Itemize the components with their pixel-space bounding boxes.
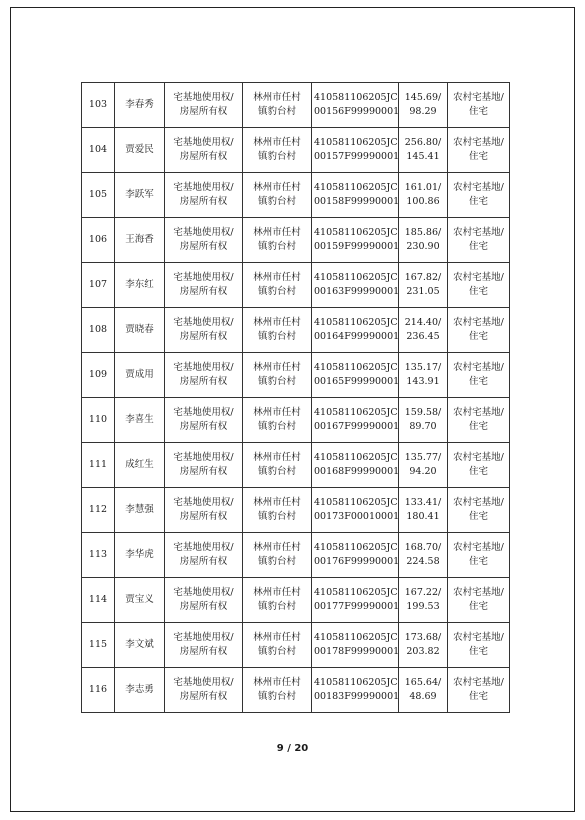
right-type-line: 宅基地使用权/ [173, 92, 234, 103]
location-line: 镇豹台村 [257, 646, 296, 657]
land-use-line: 住宅 [468, 511, 488, 522]
area-cell [399, 623, 448, 668]
unit-code-cell [312, 173, 399, 218]
land-use-line: 住宅 [468, 331, 488, 342]
record-number-cell: 106 [82, 218, 115, 263]
area-line: 143.91 [406, 376, 440, 387]
location-line: 林州市任村 [253, 317, 301, 328]
right-type-line: 房屋所有权 [179, 646, 228, 657]
area-line: 256.80/ [404, 137, 442, 148]
right-type-line: 房屋所有权 [179, 106, 228, 117]
location-line: 林州市任村 [253, 362, 301, 373]
location-cell [243, 533, 312, 578]
area-line: 165.64/ [404, 677, 442, 688]
area-cell [399, 353, 448, 398]
right-type-line: 宅基地使用权/ [173, 497, 234, 508]
area-line: 161.01/ [404, 182, 442, 193]
location-line: 林州市任村 [253, 227, 301, 238]
land-use-line: 农村宅基地/ [453, 632, 504, 643]
unit-code-line: 00183F99990001 [314, 691, 400, 702]
right-type-cell [165, 533, 243, 578]
right-type-line: 宅基地使用权/ [173, 137, 234, 148]
land-use-line: 农村宅基地/ [453, 317, 504, 328]
land-use-line: 农村宅基地/ [453, 182, 504, 193]
location-line: 林州市任村 [253, 272, 301, 283]
area-line: 135.77/ [404, 452, 442, 463]
unit-code-line: 410581106205JC [314, 407, 398, 418]
area-cell [399, 128, 448, 173]
unit-code-line: 410581106205JC [314, 272, 398, 283]
location-line: 林州市任村 [253, 92, 301, 103]
unit-code-line: 410581106205JC [314, 362, 398, 373]
right-type-line: 宅基地使用权/ [173, 542, 234, 553]
land-use-line: 住宅 [468, 196, 488, 207]
owner-name-cell: 贾晓春 [115, 308, 165, 353]
owner-name-cell: 李跃军 [115, 173, 165, 218]
location-line: 镇豹台村 [257, 241, 296, 252]
land-use-line: 住宅 [468, 691, 488, 702]
area-line: 180.41 [406, 511, 440, 522]
location-cell [243, 443, 312, 488]
table-row [82, 173, 510, 218]
land-use-line: 住宅 [468, 286, 488, 297]
table-row [82, 668, 510, 713]
unit-code-cell [312, 578, 399, 623]
area-line: 145.41 [406, 151, 440, 162]
location-line: 林州市任村 [253, 587, 301, 598]
land-use-line: 住宅 [468, 601, 488, 612]
unit-code-line: 00157F99990001 [314, 151, 400, 162]
right-type-cell [165, 443, 243, 488]
land-use-line: 住宅 [468, 421, 488, 432]
location-cell [243, 308, 312, 353]
location-cell [243, 263, 312, 308]
area-line: 167.22/ [404, 587, 442, 598]
table-row [82, 308, 510, 353]
unit-code-line: 410581106205JC [314, 542, 398, 553]
record-number-cell: 109 [82, 353, 115, 398]
unit-code-line: 00167F99990001 [314, 421, 400, 432]
area-line: 231.05 [406, 286, 440, 297]
location-cell [243, 578, 312, 623]
right-type-cell [165, 623, 243, 668]
location-line: 林州市任村 [253, 407, 301, 418]
land-use-line: 住宅 [468, 151, 488, 162]
area-line: 168.70/ [404, 542, 442, 553]
land-use-line: 住宅 [468, 376, 488, 387]
unit-code-line: 410581106205JC [314, 182, 398, 193]
location-line: 镇豹台村 [257, 466, 296, 477]
unit-code-cell [312, 218, 399, 263]
right-type-cell [165, 578, 243, 623]
records-table [81, 82, 510, 713]
land-use-line: 住宅 [468, 556, 488, 567]
area-line: 167.82/ [404, 272, 442, 283]
right-type-line: 宅基地使用权/ [173, 362, 234, 373]
right-type-line: 宅基地使用权/ [173, 227, 234, 238]
right-type-cell [165, 83, 243, 128]
unit-code-line: 00173F00010001 [314, 511, 400, 522]
unit-code-line: 00168F99990001 [314, 466, 400, 477]
location-cell [243, 398, 312, 443]
table-row [82, 263, 510, 308]
right-type-line: 房屋所有权 [179, 421, 228, 432]
location-cell [243, 83, 312, 128]
area-cell [399, 308, 448, 353]
area-cell [399, 173, 448, 218]
area-cell [399, 488, 448, 533]
land-use-cell [448, 398, 510, 443]
owner-name-cell: 李春秀 [115, 83, 165, 128]
table-row [82, 623, 510, 668]
location-line: 林州市任村 [253, 497, 301, 508]
owner-name-cell: 王海香 [115, 218, 165, 263]
table-row [82, 398, 510, 443]
land-use-cell [448, 578, 510, 623]
area-line: 224.58 [406, 556, 440, 567]
location-line: 林州市任村 [253, 632, 301, 643]
area-line: 145.69/ [404, 92, 442, 103]
land-use-line: 农村宅基地/ [453, 677, 504, 688]
unit-code-line: 410581106205JC [314, 677, 398, 688]
owner-name-cell: 李志勇 [115, 668, 165, 713]
table-row [82, 443, 510, 488]
area-line: 203.82 [406, 646, 440, 657]
right-type-cell [165, 173, 243, 218]
unit-code-line: 410581106205JC [314, 227, 398, 238]
land-use-cell [448, 668, 510, 713]
area-cell [399, 443, 448, 488]
unit-code-cell [312, 308, 399, 353]
area-line: 230.90 [406, 241, 440, 252]
right-type-line: 宅基地使用权/ [173, 182, 234, 193]
area-cell [399, 533, 448, 578]
land-use-line: 农村宅基地/ [453, 92, 504, 103]
area-line: 159.58/ [404, 407, 442, 418]
unit-code-line: 410581106205JC [314, 317, 398, 328]
area-cell [399, 398, 448, 443]
right-type-cell [165, 308, 243, 353]
record-number-cell: 104 [82, 128, 115, 173]
record-number-cell: 108 [82, 308, 115, 353]
location-cell [243, 128, 312, 173]
area-line: 89.70 [409, 421, 437, 432]
location-line: 林州市任村 [253, 677, 301, 688]
location-line: 镇豹台村 [257, 106, 296, 117]
owner-name-cell: 贾爱民 [115, 128, 165, 173]
location-cell [243, 488, 312, 533]
table-row [82, 578, 510, 623]
area-line: 214.40/ [404, 317, 442, 328]
unit-code-cell [312, 263, 399, 308]
right-type-line: 宅基地使用权/ [173, 317, 234, 328]
right-type-cell [165, 668, 243, 713]
area-line: 173.68/ [404, 632, 442, 643]
right-type-line: 宅基地使用权/ [173, 407, 234, 418]
land-use-line: 农村宅基地/ [453, 137, 504, 148]
area-line: 98.29 [409, 106, 437, 117]
area-line: 135.17/ [404, 362, 442, 373]
owner-name-cell: 李华虎 [115, 533, 165, 578]
unit-code-line: 00156F99990001 [314, 106, 400, 117]
right-type-line: 宅基地使用权/ [173, 677, 234, 688]
unit-code-cell [312, 668, 399, 713]
land-use-line: 住宅 [468, 106, 488, 117]
area-cell [399, 578, 448, 623]
unit-code-line: 00163F99990001 [314, 286, 400, 297]
right-type-line: 房屋所有权 [179, 466, 228, 477]
land-use-line: 住宅 [468, 241, 488, 252]
right-type-line: 房屋所有权 [179, 151, 228, 162]
unit-code-line: 410581106205JC [314, 92, 398, 103]
land-use-cell [448, 173, 510, 218]
right-type-line: 房屋所有权 [179, 331, 228, 342]
unit-code-cell [312, 128, 399, 173]
location-line: 林州市任村 [253, 137, 301, 148]
area-line: 236.45 [406, 331, 440, 342]
location-line: 镇豹台村 [257, 601, 296, 612]
land-use-line: 农村宅基地/ [453, 542, 504, 553]
unit-code-line: 410581106205JC [314, 587, 398, 598]
unit-code-cell [312, 533, 399, 578]
right-type-line: 宅基地使用权/ [173, 452, 234, 463]
right-type-line: 房屋所有权 [179, 196, 228, 207]
unit-code-cell [312, 398, 399, 443]
right-type-line: 房屋所有权 [179, 286, 228, 297]
table-row [82, 218, 510, 263]
land-use-cell [448, 533, 510, 578]
table-row [82, 353, 510, 398]
table-row [82, 83, 510, 128]
area-cell [399, 83, 448, 128]
location-line: 镇豹台村 [257, 421, 296, 432]
land-use-line: 住宅 [468, 466, 488, 477]
right-type-cell [165, 353, 243, 398]
area-line: 48.69 [409, 691, 437, 702]
owner-name-cell: 李东红 [115, 263, 165, 308]
unit-code-line: 00164F99990001 [314, 331, 400, 342]
area-line: 100.86 [406, 196, 440, 207]
location-line: 镇豹台村 [257, 691, 296, 702]
land-use-cell [448, 623, 510, 668]
record-number-cell: 110 [82, 398, 115, 443]
record-number-cell: 103 [82, 83, 115, 128]
land-use-line: 农村宅基地/ [453, 227, 504, 238]
location-line: 镇豹台村 [257, 376, 296, 387]
right-type-line: 宅基地使用权/ [173, 272, 234, 283]
area-line: 185.86/ [404, 227, 442, 238]
unit-code-cell [312, 83, 399, 128]
location-line: 镇豹台村 [257, 196, 296, 207]
land-use-cell [448, 218, 510, 263]
location-cell [243, 173, 312, 218]
location-line: 镇豹台村 [257, 331, 296, 342]
table-row [82, 488, 510, 533]
page-number: 9 / 20 [276, 743, 309, 754]
area-cell [399, 668, 448, 713]
location-line: 镇豹台村 [257, 556, 296, 567]
land-use-cell [448, 308, 510, 353]
location-cell [243, 218, 312, 263]
land-use-line: 住宅 [468, 646, 488, 657]
location-line: 镇豹台村 [257, 286, 296, 297]
location-line: 镇豹台村 [257, 511, 296, 522]
area-line: 199.53 [406, 601, 440, 612]
area-cell [399, 263, 448, 308]
owner-name-cell: 成红生 [115, 443, 165, 488]
record-number-cell: 114 [82, 578, 115, 623]
unit-code-line: 00165F99990001 [314, 376, 400, 387]
unit-code-line: 00177F99990001 [314, 601, 400, 612]
land-use-cell [448, 443, 510, 488]
record-number-cell: 111 [82, 443, 115, 488]
right-type-cell [165, 128, 243, 173]
land-use-line: 农村宅基地/ [453, 272, 504, 283]
land-use-cell [448, 488, 510, 533]
land-use-line: 农村宅基地/ [453, 452, 504, 463]
unit-code-line: 410581106205JC [314, 632, 398, 643]
right-type-line: 房屋所有权 [179, 376, 228, 387]
right-type-line: 房屋所有权 [179, 511, 228, 522]
location-line: 林州市任村 [253, 542, 301, 553]
location-line: 镇豹台村 [257, 151, 296, 162]
right-type-line: 宅基地使用权/ [173, 587, 234, 598]
unit-code-line: 410581106205JC [314, 497, 398, 508]
land-use-line: 农村宅基地/ [453, 587, 504, 598]
location-cell [243, 623, 312, 668]
record-number-cell: 107 [82, 263, 115, 308]
records-table-body [82, 83, 510, 713]
right-type-line: 房屋所有权 [179, 601, 228, 612]
right-type-cell [165, 218, 243, 263]
location-cell [243, 353, 312, 398]
land-use-line: 农村宅基地/ [453, 362, 504, 373]
unit-code-cell [312, 488, 399, 533]
land-use-cell [448, 83, 510, 128]
unit-code-line: 00176F99990001 [314, 556, 400, 567]
record-number-cell: 112 [82, 488, 115, 533]
owner-name-cell: 贾成用 [115, 353, 165, 398]
right-type-line: 房屋所有权 [179, 556, 228, 567]
unit-code-cell [312, 353, 399, 398]
area-cell [399, 218, 448, 263]
owner-name-cell: 李喜生 [115, 398, 165, 443]
area-line: 94.20 [409, 466, 437, 477]
right-type-cell [165, 488, 243, 533]
right-type-line: 房屋所有权 [179, 691, 228, 702]
table-row [82, 533, 510, 578]
unit-code-cell [312, 623, 399, 668]
land-use-cell [448, 263, 510, 308]
record-number-cell: 113 [82, 533, 115, 578]
unit-code-line: 00178F99990001 [314, 646, 400, 657]
land-use-line: 农村宅基地/ [453, 407, 504, 418]
location-line: 林州市任村 [253, 452, 301, 463]
right-type-line: 房屋所有权 [179, 241, 228, 252]
record-number-cell: 115 [82, 623, 115, 668]
unit-code-line: 410581106205JC [314, 452, 398, 463]
unit-code-cell [312, 443, 399, 488]
unit-code-line: 00159F99990001 [314, 241, 400, 252]
unit-code-line: 00158F99990001 [314, 196, 400, 207]
right-type-line: 宅基地使用权/ [173, 632, 234, 643]
land-use-cell [448, 128, 510, 173]
right-type-cell [165, 398, 243, 443]
land-use-line: 农村宅基地/ [453, 497, 504, 508]
land-use-cell [448, 353, 510, 398]
location-cell [243, 668, 312, 713]
owner-name-cell: 贾宝义 [115, 578, 165, 623]
table-row [82, 128, 510, 173]
record-number-cell: 116 [82, 668, 115, 713]
right-type-cell [165, 263, 243, 308]
unit-code-line: 410581106205JC [314, 137, 398, 148]
area-line: 133.41/ [404, 497, 442, 508]
owner-name-cell: 李慧强 [115, 488, 165, 533]
location-line: 林州市任村 [253, 182, 301, 193]
owner-name-cell: 李文斌 [115, 623, 165, 668]
record-number-cell: 105 [82, 173, 115, 218]
